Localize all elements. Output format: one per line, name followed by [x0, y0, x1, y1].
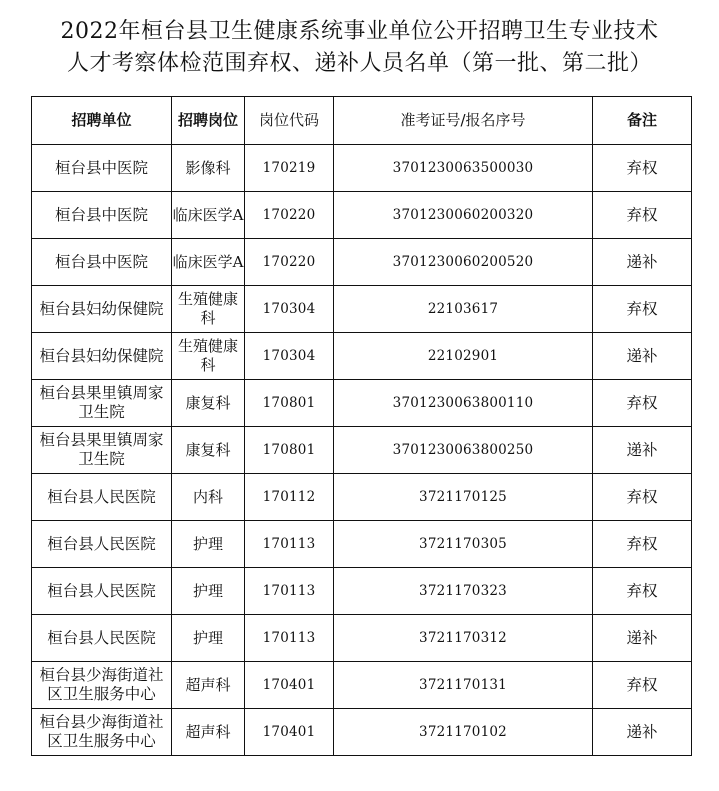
cell-unit: 桓台县人民医院 [32, 474, 172, 521]
table-row [32, 568, 692, 615]
cell-code: 170801 [245, 380, 334, 427]
table-row [32, 286, 692, 333]
cell-unit: 桓台县人民医院 [32, 568, 172, 615]
cell-code: 170304 [245, 286, 334, 333]
cell-exam-no: 3721170102 [334, 709, 593, 756]
header-remark: 备注 [593, 97, 692, 145]
cell-unit: 桓台县中医院 [32, 145, 172, 192]
cell-position: 生殖健康科 [172, 333, 245, 380]
cell-position: 护理 [172, 615, 245, 662]
cell-exam-no: 3721170305 [334, 521, 593, 568]
cell-unit: 桓台县中医院 [32, 192, 172, 239]
document-title-line-1: 2022年桓台县卫生健康系统事业单位公开招聘卫生专业技术 [60, 19, 659, 44]
cell-exam-no: 22102901 [334, 333, 593, 380]
table-row [32, 145, 692, 192]
cell-remark: 弃权 [593, 380, 692, 427]
table-row [32, 239, 692, 286]
cell-position: 护理 [172, 568, 245, 615]
header-position: 招聘岗位 [172, 97, 245, 145]
cell-code: 170401 [245, 709, 334, 756]
cell-remark: 弃权 [593, 568, 692, 615]
header-exam-no: 准考证号/报名序号 [334, 97, 593, 145]
cell-exam-no: 3721170312 [334, 615, 593, 662]
cell-remark: 弃权 [593, 192, 692, 239]
table-row [32, 521, 692, 568]
cell-remark: 弃权 [593, 145, 692, 192]
document-title-line-2: 人才考察体检范围弃权、递补人员名单（第一批、第二批） [66, 51, 652, 76]
table-row [32, 192, 692, 239]
cell-exam-no: 3701230060200320 [334, 192, 593, 239]
cell-exam-no: 3721170125 [334, 474, 593, 521]
table-row [32, 380, 692, 427]
cell-code: 170220 [245, 192, 334, 239]
cell-exam-no: 3701230063800110 [334, 380, 593, 427]
cell-unit: 桓台县中医院 [32, 239, 172, 286]
cell-unit: 桓台县果里镇周家卫生院 [32, 380, 172, 427]
cell-unit: 桓台县人民医院 [32, 615, 172, 662]
cell-code: 170401 [245, 662, 334, 709]
cell-position: 临床医学A [172, 239, 245, 286]
cell-exam-no: 3721170131 [334, 662, 593, 709]
personnel-table [31, 96, 692, 756]
table-row [32, 662, 692, 709]
header-code: 岗位代码 [245, 97, 334, 145]
cell-exam-no: 3701230063800250 [334, 427, 593, 474]
table-row [32, 474, 692, 521]
cell-position: 康复科 [172, 427, 245, 474]
cell-unit: 桓台县人民医院 [32, 521, 172, 568]
cell-exam-no: 3701230060200520 [334, 239, 593, 286]
cell-code: 170220 [245, 239, 334, 286]
table-row [32, 333, 692, 380]
cell-remark: 弃权 [593, 286, 692, 333]
cell-position: 影像科 [172, 145, 245, 192]
cell-unit: 桓台县少海街道社区卫生服务中心 [32, 709, 172, 756]
cell-remark: 递补 [593, 615, 692, 662]
cell-remark: 递补 [593, 709, 692, 756]
cell-position: 超声科 [172, 709, 245, 756]
cell-code: 170113 [245, 521, 334, 568]
cell-unit: 桓台县少海街道社区卫生服务中心 [32, 662, 172, 709]
table-row [32, 427, 692, 474]
cell-position: 护理 [172, 521, 245, 568]
cell-remark: 递补 [593, 333, 692, 380]
table-row [32, 615, 692, 662]
cell-unit: 桓台县妇幼保健院 [32, 286, 172, 333]
header-unit: 招聘单位 [32, 97, 172, 145]
cell-code: 170304 [245, 333, 334, 380]
cell-remark: 弃权 [593, 662, 692, 709]
cell-position: 康复科 [172, 380, 245, 427]
cell-position: 超声科 [172, 662, 245, 709]
cell-position: 临床医学A [172, 192, 245, 239]
cell-remark: 弃权 [593, 521, 692, 568]
cell-code: 170113 [245, 615, 334, 662]
cell-position: 内科 [172, 474, 245, 521]
cell-unit: 桓台县果里镇周家卫生院 [32, 427, 172, 474]
cell-unit: 桓台县妇幼保健院 [32, 333, 172, 380]
cell-exam-no: 3701230063500030 [334, 145, 593, 192]
cell-position: 生殖健康科 [172, 286, 245, 333]
cell-code: 170219 [245, 145, 334, 192]
cell-exam-no: 3721170323 [334, 568, 593, 615]
cell-remark: 弃权 [593, 474, 692, 521]
cell-code: 170113 [245, 568, 334, 615]
cell-code: 170801 [245, 427, 334, 474]
cell-exam-no: 22103617 [334, 286, 593, 333]
cell-code: 170112 [245, 474, 334, 521]
table-header-row [32, 97, 692, 145]
cell-remark: 递补 [593, 239, 692, 286]
cell-remark: 递补 [593, 427, 692, 474]
table-row [32, 709, 692, 756]
